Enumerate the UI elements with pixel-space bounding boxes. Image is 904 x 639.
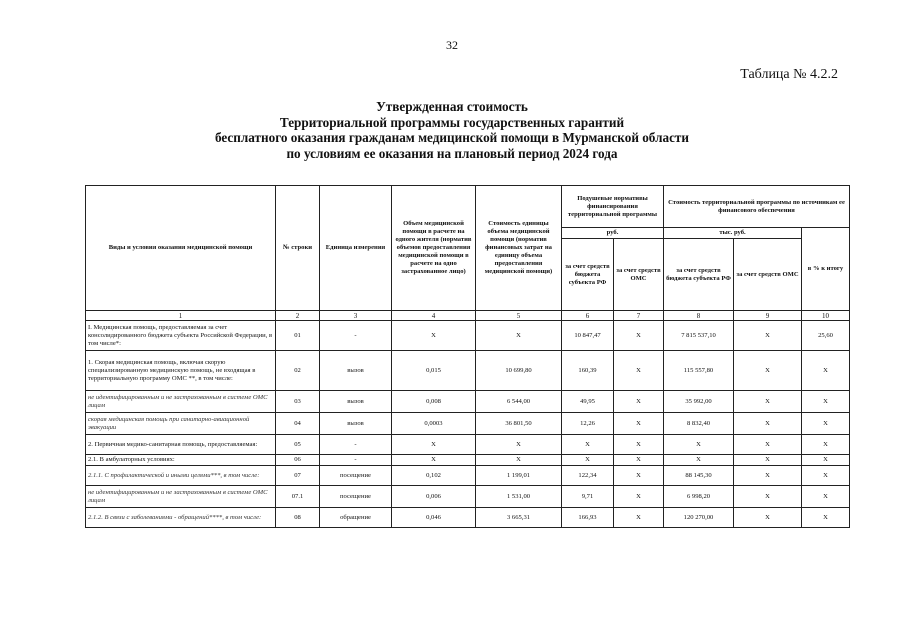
- table-cell: Х: [802, 351, 850, 391]
- table-cell: 6 544,00: [476, 391, 562, 413]
- table-cell: Х: [802, 391, 850, 413]
- header-oms-2: за счет средств ОМС: [734, 239, 802, 311]
- table-cell: Х: [802, 508, 850, 528]
- table-cell: 12,26: [562, 413, 614, 435]
- header-oms: за счет средств ОМС: [614, 239, 664, 311]
- header-budget-rf: за счет средств бюджета субъекта РФ: [664, 239, 734, 311]
- table-cell: 02: [276, 351, 320, 391]
- column-number: 1: [86, 311, 276, 321]
- column-number: 5: [476, 311, 562, 321]
- table-label: Таблица № 4.2.2: [740, 67, 838, 82]
- header-volume: Объем медицинской помощи в расчете на одного жителя (норматив объемов предоставления медицинской помощи в расчете на одно застрахованное лицо): [392, 186, 476, 311]
- table-cell: Х: [614, 455, 664, 466]
- table-cell: 3 665,31: [476, 508, 562, 528]
- table-cell: 0,046: [392, 508, 476, 528]
- column-number: 3: [320, 311, 392, 321]
- table-cell: Х: [614, 351, 664, 391]
- table-cell: -: [320, 455, 392, 466]
- table-row: [86, 351, 850, 391]
- table-row: [86, 466, 850, 486]
- table-cell: Х: [802, 413, 850, 435]
- table-cell: Х: [734, 391, 802, 413]
- row-name-cell: не идентифицированным и не застрахованным в системе ОМС лицам: [86, 486, 276, 508]
- table-cell: Х: [802, 466, 850, 486]
- header-unit: Единица измерения: [320, 186, 392, 311]
- table-cell: 07.1: [276, 486, 320, 508]
- table-cell: Х: [562, 435, 614, 455]
- table-cell: 8 832,40: [664, 413, 734, 435]
- table-cell: 7 815 537,10: [664, 321, 734, 351]
- table-cell: вызов: [320, 351, 392, 391]
- table-cell: Х: [664, 455, 734, 466]
- table-cell: Х: [734, 455, 802, 466]
- table-cell: Х: [614, 413, 664, 435]
- table-cell: 6 998,20: [664, 486, 734, 508]
- table-cell: 1 199,01: [476, 466, 562, 486]
- header-types: Виды и условия оказания медицинской помощи: [86, 186, 276, 311]
- table-cell: 9,71: [562, 486, 614, 508]
- column-number: 4: [392, 311, 476, 321]
- table-cell: 166,93: [562, 508, 614, 528]
- table-cell: 04: [276, 413, 320, 435]
- table-cell: Х: [614, 435, 664, 455]
- table-cell: Х: [392, 455, 476, 466]
- table-row: [86, 413, 850, 435]
- row-name-cell: 2. Первичная медико-санитарная помощь, предоставляемая:: [86, 435, 276, 455]
- table-cell: Х: [802, 435, 850, 455]
- column-number: 6: [562, 311, 614, 321]
- table-row: [86, 391, 850, 413]
- table-cell: 36 801,50: [476, 413, 562, 435]
- header-cost: Стоимость единицы объема медицинской помощи (норматив финансовых затрат на единицу объема предоставления медицинской помощи): [476, 186, 562, 311]
- document-title: [0, 99, 904, 161]
- table-cell: Х: [476, 435, 562, 455]
- table-cell: 160,39: [562, 351, 614, 391]
- row-name-cell: 2.1. В амбулаторных условиях:: [86, 455, 276, 466]
- table-cell: Х: [476, 321, 562, 351]
- table-cell: 35 992,00: [664, 391, 734, 413]
- table-row: [86, 508, 850, 528]
- column-number: 10: [802, 311, 850, 321]
- row-name-cell: 2.1.2. В связи с заболеваниями - обращений****, в том числе:: [86, 508, 276, 528]
- table-cell: обращение: [320, 508, 392, 528]
- table-cell: посещение: [320, 466, 392, 486]
- table-cell: 03: [276, 391, 320, 413]
- column-number: 7: [614, 311, 664, 321]
- table-cell: 10 847,47: [562, 321, 614, 351]
- table-cell: 01: [276, 321, 320, 351]
- header-budget: за счет средств бюджета субъекта РФ: [562, 239, 614, 311]
- table-cell: Х: [734, 435, 802, 455]
- table-cell: -: [320, 321, 392, 351]
- table-cell: Х: [802, 455, 850, 466]
- table-cell: Х: [392, 321, 476, 351]
- table-row: [86, 455, 850, 466]
- table-cell: Х: [734, 321, 802, 351]
- page-number: 32: [446, 38, 458, 52]
- table-cell: 0,0003: [392, 413, 476, 435]
- title-line: по условиям ее оказания на плановый период 2024 года: [286, 145, 618, 161]
- table-cell: 05: [276, 435, 320, 455]
- table-cell: 1 531,00: [476, 486, 562, 508]
- table-cell: Х: [734, 351, 802, 391]
- table-row: [86, 486, 850, 508]
- header-program-cost: Стоимость территориальной программы по источникам ее финансового обеспечения: [664, 186, 850, 228]
- table-cell: Х: [614, 321, 664, 351]
- row-name-cell: I. Медицинская помощь, предоставляемая за счет консолидированного бюджета субъекта Российской Федерации, в том числе*:: [86, 321, 276, 351]
- table-cell: Х: [476, 455, 562, 466]
- row-name-cell: скорая медицинская помощь при санитарно-авиационной эвакуации: [86, 413, 276, 435]
- table-row: [86, 321, 850, 351]
- table-cell: 06: [276, 455, 320, 466]
- cost-table: [85, 185, 850, 528]
- table-cell: -: [320, 435, 392, 455]
- column-number: 2: [276, 311, 320, 321]
- table-cell: 10 699,80: [476, 351, 562, 391]
- table-cell: 25,60: [802, 321, 850, 351]
- table-cell: Х: [664, 435, 734, 455]
- table-cell: Х: [734, 466, 802, 486]
- table-cell: посещение: [320, 486, 392, 508]
- header-rub: руб.: [562, 228, 664, 239]
- table-cell: Х: [392, 435, 476, 455]
- title-line: Утвержденная стоимость: [376, 99, 528, 114]
- column-number: 8: [664, 311, 734, 321]
- table-cell: 0,006: [392, 486, 476, 508]
- table-cell: 0,008: [392, 391, 476, 413]
- table-cell: Х: [562, 455, 614, 466]
- table-cell: Х: [734, 413, 802, 435]
- table-cell: 07: [276, 466, 320, 486]
- table-cell: Х: [614, 508, 664, 528]
- table-cell: Х: [734, 486, 802, 508]
- row-name-cell: 2.1.1. С профилактической и иными целями***, в том числе:: [86, 466, 276, 486]
- table-body: [86, 321, 850, 528]
- table-cell: 122,34: [562, 466, 614, 486]
- table-cell: 115 557,80: [664, 351, 734, 391]
- table-cell: 49,95: [562, 391, 614, 413]
- header-thous-rub: тыс. руб.: [664, 228, 802, 239]
- table-cell: Х: [614, 391, 664, 413]
- table-cell: Х: [734, 508, 802, 528]
- header-per-capita: Подушевые нормативы финансирования территориальной программы: [562, 186, 664, 228]
- table-cell: Х: [614, 466, 664, 486]
- table-cell: 0,102: [392, 466, 476, 486]
- row-name-cell: 1. Скорая медицинская помощь, включая скорую специализированную медицинскую помощь, не входящая в территориальную программу ОМС **, в том числе:: [86, 351, 276, 391]
- column-number: 9: [734, 311, 802, 321]
- table-cell: 120 270,00: [664, 508, 734, 528]
- table-cell: вызов: [320, 413, 392, 435]
- table-cell: 88 145,30: [664, 466, 734, 486]
- title-line: Территориальной программы государственных гарантий: [279, 114, 625, 130]
- header-row-no: № строки: [276, 186, 320, 311]
- table-cell: Х: [614, 486, 664, 508]
- table-row: [86, 435, 850, 455]
- table-cell: вызов: [320, 391, 392, 413]
- row-name-cell: не идентифицированным и не застрахованным в системе ОМС лицам: [86, 391, 276, 413]
- header-percent: в % к итогу: [802, 228, 850, 311]
- title-line: бесплатного оказания гражданам медицинской помощи в Мурманской области: [215, 130, 689, 145]
- table-cell: 08: [276, 508, 320, 528]
- table-cell: 0,015: [392, 351, 476, 391]
- table-cell: Х: [802, 486, 850, 508]
